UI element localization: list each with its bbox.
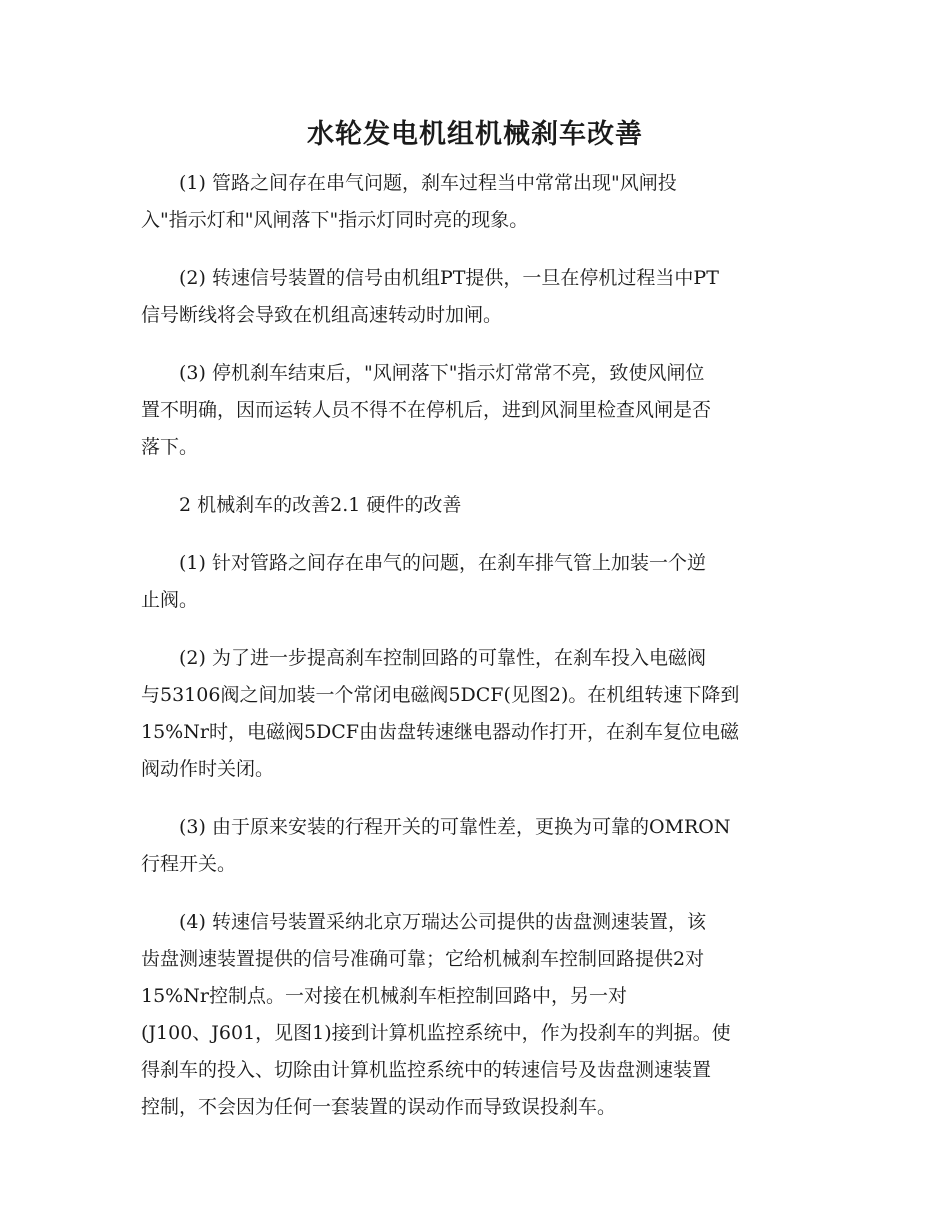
document-body — [141, 165, 811, 1147]
paragraph-5 — [141, 545, 811, 619]
paragraph-line: 与53106阀之间加装一个常闭电磁阀5DCF(见图2)。在机组转速下降到 — [141, 684, 740, 706]
paragraph-3 — [141, 355, 811, 466]
paragraph-line: (4) 转速信号装置采纳北京万瑞达公司提供的齿盘测速装置，该 — [179, 911, 706, 933]
paragraph-line: 15%Nr控制点。一对接在机械刹车柜控制回路中，另一对 — [141, 985, 627, 1007]
paragraph-line: (2) 转速信号装置的信号由机组PT提供，一旦在停机过程当中PT — [179, 267, 719, 289]
paragraph-line: 15%Nr时，电磁阀5DCF由齿盘转速继电器动作打开，在刹车复位电磁 — [141, 721, 739, 743]
paragraph-line: (1) 管路之间存在串气问题，刹车过程当中常常出现"风闸投 — [179, 172, 677, 194]
paragraph-line: (3) 由于原来安装的行程开关的可靠性差，更换为可靠的OMRON — [179, 816, 731, 838]
paragraph-1 — [141, 165, 811, 239]
paragraph-line: 阀动作时关闭。 — [141, 758, 275, 780]
paragraph-line: 入"指示灯和"风闸落下"指示灯同时亮的现象。 — [141, 209, 529, 231]
paragraph-7 — [141, 809, 811, 883]
paragraph-line: 止阀。 — [141, 589, 199, 611]
document-title: 水轮发电机组机械刹车改善 — [307, 119, 643, 150]
paragraph-line: (1) 针对管路之间存在串气的问题，在刹车排气管上加装一个逆 — [179, 552, 706, 574]
paragraph-line: (2) 为了进一步提高刹车控制回路的可靠性，在刹车投入电磁阀 — [179, 647, 706, 669]
section-heading-2 — [141, 487, 811, 524]
paragraph-line: 齿盘测速装置提供的信号准确可靠；它给机械刹车控制回路提供2对 — [141, 948, 705, 970]
paragraph-line: 信号断线将会导致在机组高速转动时加闸。 — [141, 304, 503, 326]
paragraph-line: 置不明确，因而运转人员不得不在停机后，进到风洞里检查风闸是否 — [141, 399, 712, 421]
paragraph-8 — [141, 904, 811, 1126]
paragraph-line: (J100、J601，见图1)接到计算机监控系统中，作为投刹车的判据。使 — [141, 1022, 731, 1044]
paragraph-line: (3) 停机刹车结束后，"风闸落下"指示灯常常不亮，致使风闸位 — [179, 362, 705, 384]
paragraph-line: 2 机械刹车的改善2.1 硬件的改善 — [179, 494, 462, 516]
paragraph-6 — [141, 640, 811, 788]
paragraph-line: 控制，不会因为任何一套装置的误动作而导致误投刹车。 — [141, 1096, 617, 1118]
paragraph-line: 落下。 — [141, 436, 199, 458]
paragraph-2 — [141, 260, 811, 334]
paragraph-line: 得刹车的投入、切除由计算机监控系统中的转速信号及齿盘测速装置 — [141, 1059, 712, 1081]
paragraph-line: 行程开关。 — [141, 853, 237, 875]
